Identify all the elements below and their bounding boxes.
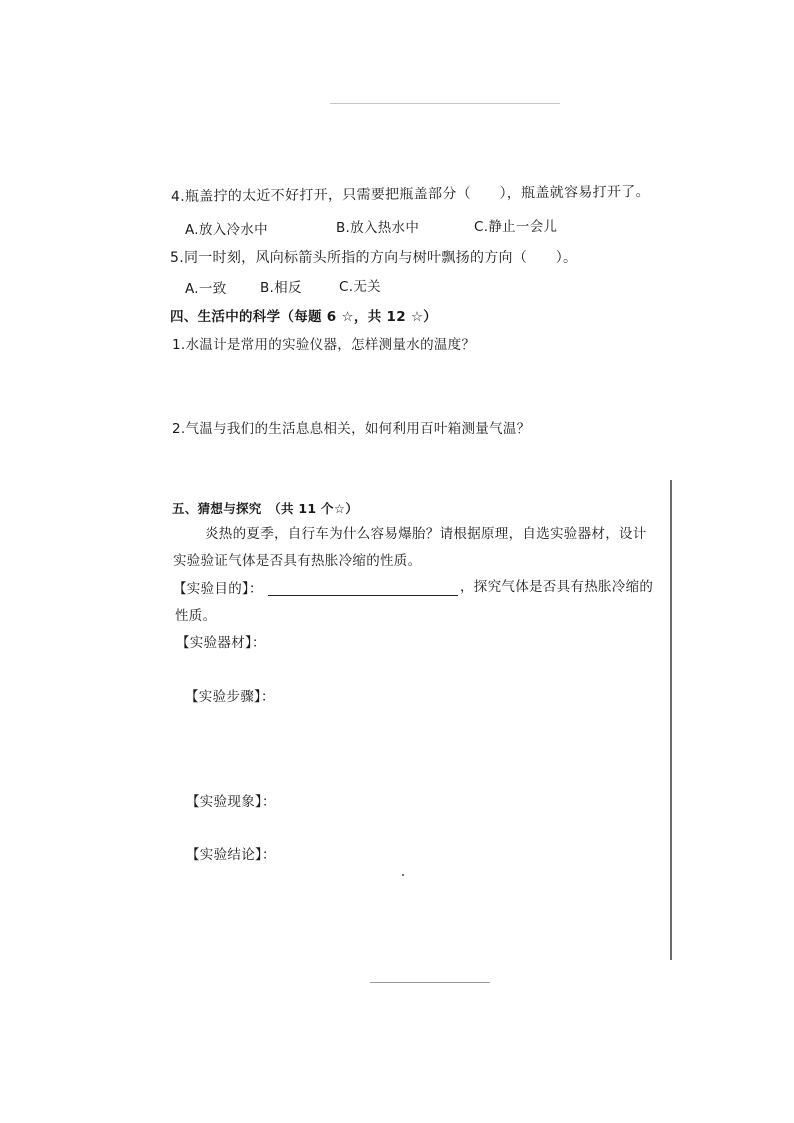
scan-speck — [402, 874, 404, 876]
question-5-option-c: C.无关 — [339, 279, 381, 295]
section-5-heading: 五、猜想与探究 （共 11 个☆） — [172, 501, 359, 516]
experiment-purpose-label: 【实验目的】： — [173, 581, 263, 597]
experiment-phenomenon-label: 【实验现象】： — [186, 794, 276, 810]
experiment-purpose-tail: ，探究气体是否具有热胀冷缩的 — [460, 579, 654, 595]
section-5-intro-line-2: 实验验证气体是否具有热胀冷缩的性质。 — [173, 553, 422, 569]
scan-edge-bottom — [370, 982, 490, 983]
section-4-question-1: 1.水温计是常用的实验仪器，怎样测量水的温度？ — [172, 337, 476, 353]
section-4-heading: 四、生活中的科学（每题 6 ☆，共 12 ☆） — [170, 309, 438, 325]
section-5-intro-line-1: 炎热的夏季，自行车为什么容易爆胎？请根据原理，自选实验器材，设计 — [205, 526, 647, 542]
experiment-purpose-blank[interactable] — [268, 595, 458, 596]
experiment-conclusion-label: 【实验结论】： — [186, 847, 276, 863]
question-4-option-a: A.放入冷水中 — [185, 222, 268, 238]
scan-edge-top — [330, 103, 560, 104]
experiment-purpose-line-2: 性质。 — [175, 608, 217, 624]
experiment-materials-label: 【实验器材】： — [176, 635, 266, 651]
question-4-option-c: C.静止一会儿 — [474, 219, 558, 235]
question-5-option-b: B.相反 — [260, 280, 302, 296]
question-5-stem: 5.同一时刻，风向标箭头所指的方向与树叶飘扬的方向（ ）。 — [170, 250, 578, 266]
question-4-stem: 4.瓶盖拧的太近不好打开，只需要把瓶盖部分（ ），瓶盖就容易打开了。 — [170, 183, 650, 205]
section-4-question-2: 2.气温与我们的生活息息相关，如何利用百叶箱测量气温？ — [172, 421, 531, 437]
question-4-option-b: B.放入热水中 — [336, 220, 420, 236]
question-5-option-a: A.一致 — [185, 281, 227, 297]
page-border-right — [670, 480, 672, 960]
experiment-steps-label: 【实验步骤】： — [185, 689, 275, 705]
